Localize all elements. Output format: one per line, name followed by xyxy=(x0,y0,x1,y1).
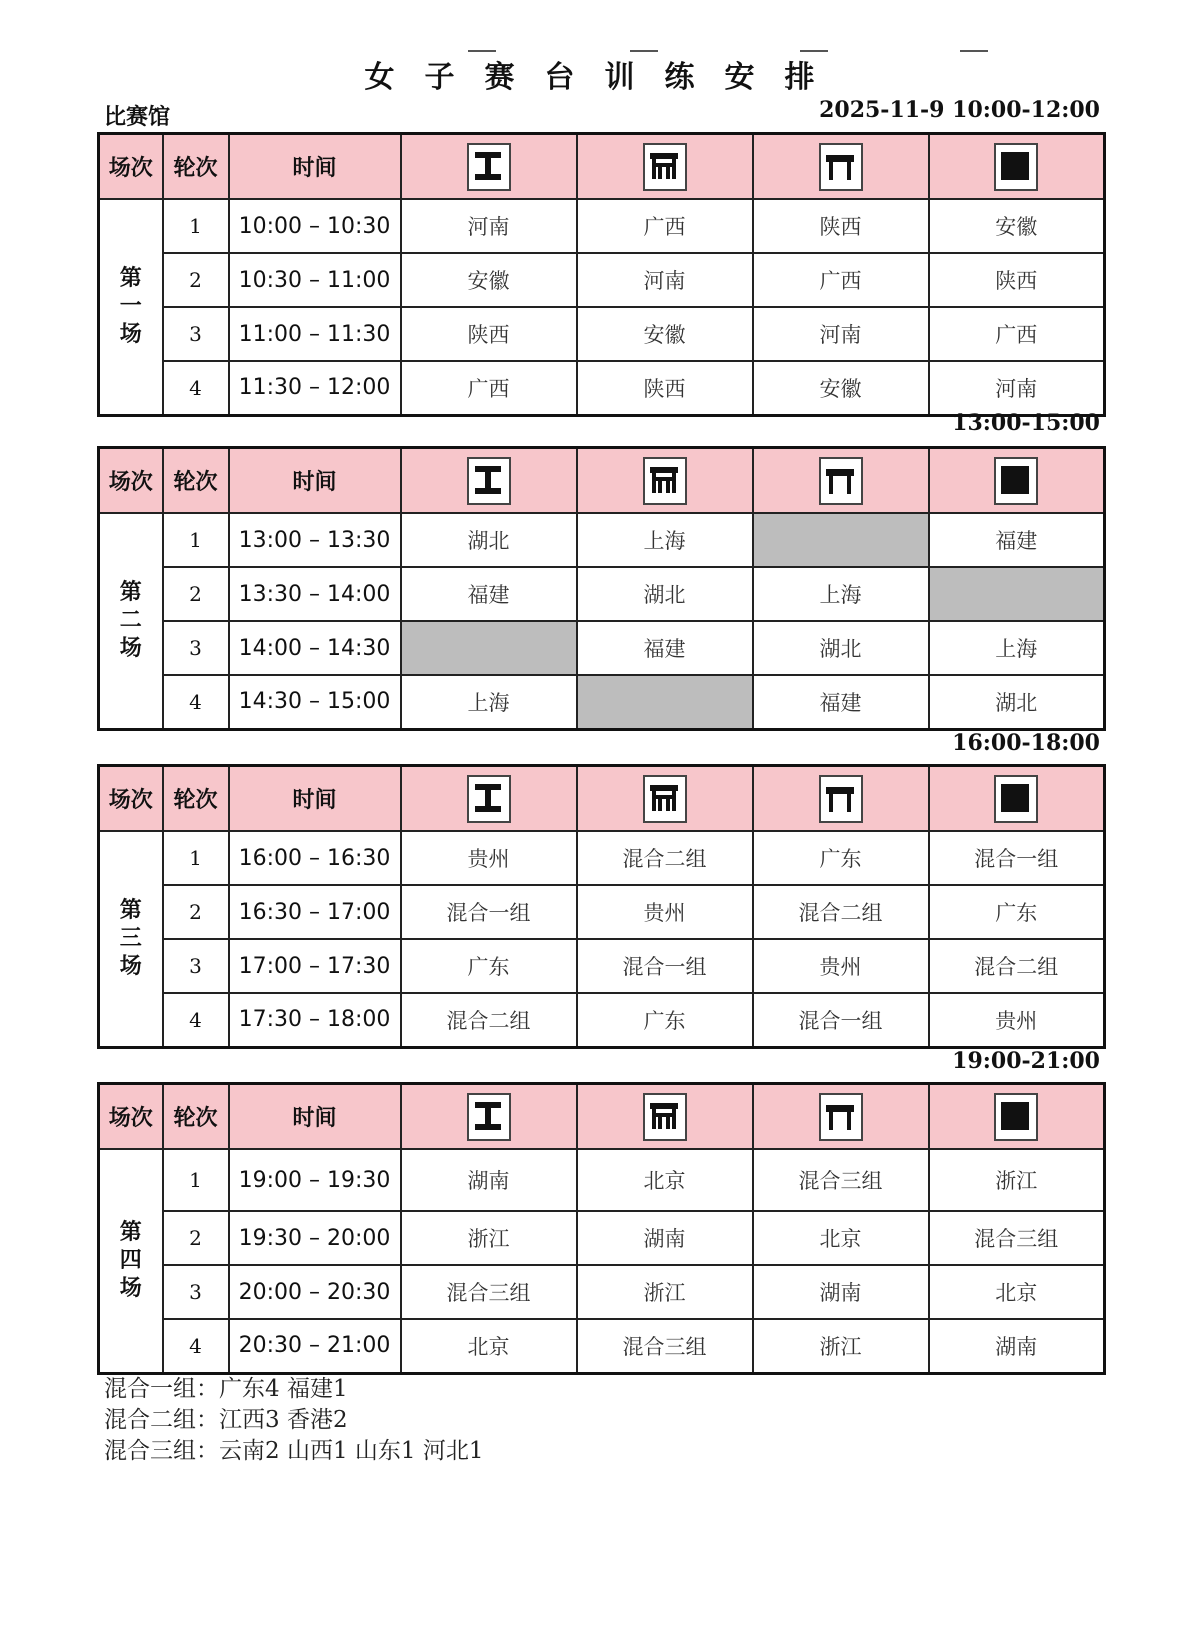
team-cell: 贵州 xyxy=(929,993,1105,1047)
team-cell: 广东 xyxy=(929,885,1105,939)
team-cell: 河南 xyxy=(401,199,577,253)
header-apparatus-3 xyxy=(753,448,929,514)
header-apparatus-3 xyxy=(753,134,929,200)
header-apparatus-2 xyxy=(577,766,753,832)
session-label xyxy=(99,1149,163,1373)
team-cell: 贵州 xyxy=(577,885,753,939)
header-round: 轮次 xyxy=(163,448,229,514)
header-time: 时间 xyxy=(229,1084,401,1150)
team-cell: 北京 xyxy=(401,1319,577,1373)
schedule-table-session-2 xyxy=(97,446,1106,731)
header-apparatus-3 xyxy=(753,1084,929,1150)
time-cell: 11:00 – 11:30 xyxy=(229,307,401,361)
header-session: 场次 xyxy=(99,1084,163,1150)
team-cell: 安徽 xyxy=(929,199,1105,253)
header-apparatus-1 xyxy=(401,448,577,514)
header-apparatus-2 xyxy=(577,134,753,200)
team-cell: 广东 xyxy=(577,993,753,1047)
round-cell: 1 xyxy=(163,1149,229,1211)
table-row xyxy=(99,993,1105,1047)
round-cell: 4 xyxy=(163,1319,229,1373)
session-time-range: 16:00-18:00 xyxy=(952,730,1100,756)
table-row xyxy=(99,885,1105,939)
round-cell: 2 xyxy=(163,1211,229,1265)
round-cell: 3 xyxy=(163,621,229,675)
round-cell: 1 xyxy=(163,199,229,253)
team-cell: 河南 xyxy=(929,361,1105,415)
time-cell: 16:30 – 17:00 xyxy=(229,885,401,939)
header-apparatus-4 xyxy=(929,448,1105,514)
table-row xyxy=(99,199,1105,253)
floor-square-icon xyxy=(994,457,1038,505)
round-cell: 2 xyxy=(163,885,229,939)
team-cell: 贵州 xyxy=(753,939,929,993)
team-cell: 上海 xyxy=(577,513,753,567)
round-cell: 3 xyxy=(163,1265,229,1319)
vault-table-icon xyxy=(643,1093,687,1141)
team-cell: 湖北 xyxy=(929,675,1105,729)
team-cell: 混合二组 xyxy=(577,831,753,885)
header-round: 轮次 xyxy=(163,134,229,200)
session-time-range: 13:00-15:00 xyxy=(952,410,1100,436)
team-cell: 福建 xyxy=(753,675,929,729)
empty-cell xyxy=(577,675,753,729)
header-apparatus-4 xyxy=(929,1084,1105,1150)
title-decoration xyxy=(468,50,496,52)
team-cell: 广东 xyxy=(401,939,577,993)
team-cell: 广西 xyxy=(929,307,1105,361)
time-cell: 10:30 – 11:00 xyxy=(229,253,401,307)
time-cell: 14:00 – 14:30 xyxy=(229,621,401,675)
round-cell: 4 xyxy=(163,993,229,1047)
table-row xyxy=(99,675,1105,729)
header-row xyxy=(99,1084,1105,1150)
header-time: 时间 xyxy=(229,448,401,514)
note-mixed-group-1: 混合一组：广东4 福建1 xyxy=(104,1376,348,1402)
vault-table-icon xyxy=(643,775,687,823)
balance-beam-icon xyxy=(819,457,863,505)
team-cell: 上海 xyxy=(753,567,929,621)
session-label-text: 第 四 场 xyxy=(119,1219,142,1301)
team-cell: 北京 xyxy=(577,1149,753,1211)
header-session: 场次 xyxy=(99,448,163,514)
time-cell: 13:00 – 13:30 xyxy=(229,513,401,567)
round-cell: 1 xyxy=(163,513,229,567)
round-cell: 2 xyxy=(163,567,229,621)
header-session: 场次 xyxy=(99,134,163,200)
team-cell: 上海 xyxy=(929,621,1105,675)
table-row xyxy=(99,253,1105,307)
time-cell: 14:30 – 15:00 xyxy=(229,675,401,729)
header-round: 轮次 xyxy=(163,1084,229,1150)
header-round: 轮次 xyxy=(163,766,229,832)
vault-table-icon xyxy=(643,457,687,505)
time-cell: 10:00 – 10:30 xyxy=(229,199,401,253)
team-cell: 混合二组 xyxy=(929,939,1105,993)
team-cell: 广东 xyxy=(753,831,929,885)
team-cell: 湖南 xyxy=(929,1319,1105,1373)
floor-square-icon xyxy=(994,1093,1038,1141)
round-cell: 4 xyxy=(163,361,229,415)
uneven-bars-icon xyxy=(467,457,511,505)
team-cell: 湖南 xyxy=(577,1211,753,1265)
team-cell: 浙江 xyxy=(753,1319,929,1373)
team-cell: 北京 xyxy=(929,1265,1105,1319)
empty-cell xyxy=(929,567,1105,621)
time-cell: 20:30 – 21:00 xyxy=(229,1319,401,1373)
time-cell: 17:30 – 18:00 xyxy=(229,993,401,1047)
header-apparatus-4 xyxy=(929,766,1105,832)
team-cell: 陕西 xyxy=(929,253,1105,307)
header-apparatus-1 xyxy=(401,1084,577,1150)
team-cell: 混合一组 xyxy=(753,993,929,1047)
team-cell: 湖北 xyxy=(401,513,577,567)
table-row xyxy=(99,1319,1105,1373)
team-cell: 混合三组 xyxy=(401,1265,577,1319)
round-cell: 3 xyxy=(163,307,229,361)
round-cell: 3 xyxy=(163,939,229,993)
team-cell: 浙江 xyxy=(577,1265,753,1319)
team-cell: 河南 xyxy=(753,307,929,361)
team-cell: 安徽 xyxy=(753,361,929,415)
team-cell: 混合一组 xyxy=(401,885,577,939)
floor-square-icon xyxy=(994,775,1038,823)
time-cell: 19:00 – 19:30 xyxy=(229,1149,401,1211)
header-apparatus-4 xyxy=(929,134,1105,200)
uneven-bars-icon xyxy=(467,775,511,823)
table-row xyxy=(99,1211,1105,1265)
team-cell: 福建 xyxy=(577,621,753,675)
notes xyxy=(104,1374,483,1467)
team-cell: 广西 xyxy=(401,361,577,415)
schedule-table-session-1 xyxy=(97,132,1106,417)
venue-label: 比赛馆 xyxy=(104,104,171,130)
time-cell: 20:00 – 20:30 xyxy=(229,1265,401,1319)
header-row xyxy=(99,766,1105,832)
header-apparatus-3 xyxy=(753,766,929,832)
time-cell: 13:30 – 14:00 xyxy=(229,567,401,621)
team-cell: 上海 xyxy=(401,675,577,729)
balance-beam-icon xyxy=(819,775,863,823)
team-cell: 混合三组 xyxy=(929,1211,1105,1265)
time-cell: 19:30 – 20:00 xyxy=(229,1211,401,1265)
team-cell: 混合一组 xyxy=(929,831,1105,885)
team-cell: 贵州 xyxy=(401,831,577,885)
team-cell: 浙江 xyxy=(929,1149,1105,1211)
team-cell: 陕西 xyxy=(753,199,929,253)
session-time-range: 2025-11-9 10:00-12:00 xyxy=(819,97,1100,123)
table-row xyxy=(99,567,1105,621)
table-row xyxy=(99,1149,1105,1211)
title-decoration xyxy=(800,50,828,52)
round-cell: 2 xyxy=(163,253,229,307)
vault-table-icon xyxy=(643,143,687,191)
note-mixed-group-2: 混合二组：江西3 香港2 xyxy=(104,1407,348,1433)
table-row xyxy=(99,939,1105,993)
team-cell: 广西 xyxy=(577,199,753,253)
team-cell: 湖北 xyxy=(577,567,753,621)
session-label xyxy=(99,199,163,415)
table-row xyxy=(99,361,1105,415)
header-row xyxy=(99,448,1105,514)
header-session: 场次 xyxy=(99,766,163,832)
header-apparatus-1 xyxy=(401,766,577,832)
schedule-table-session-4 xyxy=(97,1082,1106,1375)
team-cell: 混合二组 xyxy=(401,993,577,1047)
session-label xyxy=(99,831,163,1047)
team-cell: 河南 xyxy=(577,253,753,307)
balance-beam-icon xyxy=(819,143,863,191)
team-cell: 混合三组 xyxy=(753,1149,929,1211)
team-cell: 湖南 xyxy=(401,1149,577,1211)
round-cell: 1 xyxy=(163,831,229,885)
title-decoration xyxy=(960,50,988,52)
team-cell: 浙江 xyxy=(401,1211,577,1265)
table-row xyxy=(99,1265,1105,1319)
team-cell: 安徽 xyxy=(577,307,753,361)
schedule-table-session-3 xyxy=(97,764,1106,1049)
empty-cell xyxy=(401,621,577,675)
empty-cell xyxy=(753,513,929,567)
floor-square-icon xyxy=(994,143,1038,191)
time-cell: 16:00 – 16:30 xyxy=(229,831,401,885)
time-cell: 17:00 – 17:30 xyxy=(229,939,401,993)
header-apparatus-2 xyxy=(577,448,753,514)
header-row xyxy=(99,134,1105,200)
page-title: 女子赛台训练安排 xyxy=(364,60,845,95)
team-cell: 陕西 xyxy=(577,361,753,415)
uneven-bars-icon xyxy=(467,143,511,191)
session-label-text: 第 三 场 xyxy=(119,897,142,979)
team-cell: 混合一组 xyxy=(577,939,753,993)
team-cell: 广西 xyxy=(753,253,929,307)
table-row xyxy=(99,307,1105,361)
header-apparatus-2 xyxy=(577,1084,753,1150)
session-label-text: 第 二 场 xyxy=(119,579,142,661)
balance-beam-icon xyxy=(819,1093,863,1141)
team-cell: 福建 xyxy=(401,567,577,621)
team-cell: 湖北 xyxy=(753,621,929,675)
table-row xyxy=(99,621,1105,675)
session-label xyxy=(99,513,163,729)
time-cell: 11:30 – 12:00 xyxy=(229,361,401,415)
team-cell: 福建 xyxy=(929,513,1105,567)
table-row xyxy=(99,513,1105,567)
team-cell: 混合二组 xyxy=(753,885,929,939)
session-label-text: 第 一 场 xyxy=(119,265,142,347)
team-cell: 混合三组 xyxy=(577,1319,753,1373)
team-cell: 湖南 xyxy=(753,1265,929,1319)
session-time-range: 19:00-21:00 xyxy=(952,1048,1100,1074)
team-cell: 陕西 xyxy=(401,307,577,361)
header-time: 时间 xyxy=(229,766,401,832)
team-cell: 北京 xyxy=(753,1211,929,1265)
title-decoration xyxy=(630,50,658,52)
uneven-bars-icon xyxy=(467,1093,511,1141)
team-cell: 安徽 xyxy=(401,253,577,307)
header-time: 时间 xyxy=(229,134,401,200)
header-apparatus-1 xyxy=(401,134,577,200)
note-mixed-group-3: 混合三组：云南2 山西1 山东1 河北1 xyxy=(104,1438,484,1464)
round-cell: 4 xyxy=(163,675,229,729)
table-row xyxy=(99,831,1105,885)
